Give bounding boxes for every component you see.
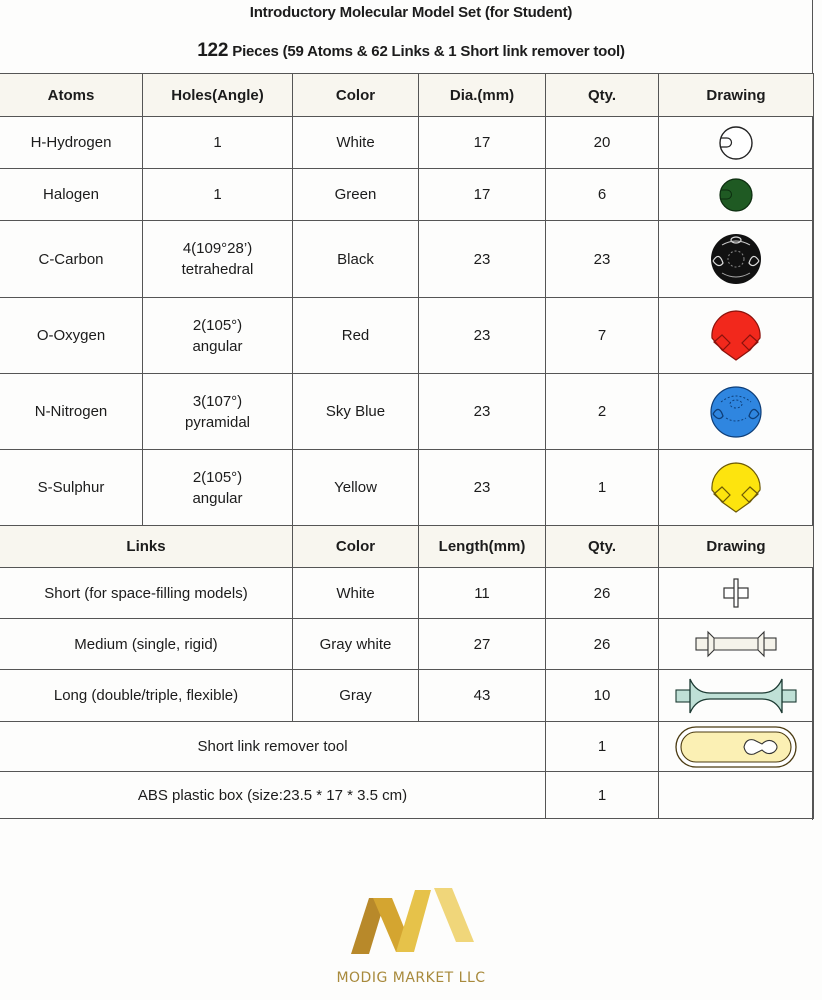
atom-holes: 1 xyxy=(143,169,293,221)
atom-color: White xyxy=(293,117,419,169)
atom-holes-cell xyxy=(143,374,293,450)
atom-qty: 2 xyxy=(546,374,659,450)
atom-dia: 17 xyxy=(419,169,546,221)
atom-color: Sky Blue xyxy=(293,374,419,450)
drawing-cell xyxy=(659,221,814,298)
drawing-cell xyxy=(659,722,814,772)
brand-name: MODIG MARKET LLC xyxy=(336,970,486,986)
link-color: Gray white xyxy=(293,619,419,670)
link-color: White xyxy=(293,568,419,619)
drawing-cell xyxy=(659,374,814,450)
header-qty: Qty. xyxy=(546,74,659,117)
atom-name: C-Carbon xyxy=(0,221,143,298)
header-link-qty: Qty. xyxy=(546,526,659,568)
link-name: Long (double/triple, flexible) xyxy=(0,670,293,722)
atom-dia: 23 xyxy=(419,450,546,526)
extra-item-name: ABS plastic box (size:23.5 * 17 * 3.5 cm) xyxy=(0,772,546,819)
link-length: 11 xyxy=(419,568,546,619)
extra-item-qty: 1 xyxy=(546,772,659,819)
drawing-cell xyxy=(659,169,814,221)
sulphur-ball-icon xyxy=(708,460,764,516)
link-length: 43 xyxy=(419,670,546,722)
table-row xyxy=(0,117,814,169)
drawing-cell xyxy=(659,298,814,374)
extra-item-qty: 1 xyxy=(546,722,659,772)
nitrogen-ball-icon xyxy=(708,384,764,440)
atom-holes: 4(109°28’) xyxy=(182,240,253,257)
table-row xyxy=(0,568,814,619)
header-link-color: Color xyxy=(293,526,419,568)
page-subtitle xyxy=(0,40,822,62)
table-row xyxy=(0,221,814,298)
header-drawing: Drawing xyxy=(659,74,814,117)
drawing-cell xyxy=(659,670,814,722)
atom-geometry: tetrahedral xyxy=(181,261,254,278)
parts-table xyxy=(0,73,814,819)
atom-name: N-Nitrogen xyxy=(0,374,143,450)
piece-breakdown: Pieces (59 Atoms & 62 Links & 1 Short link remover tool) xyxy=(228,43,625,60)
header-color: Color xyxy=(293,74,419,117)
link-color: Gray xyxy=(293,670,419,722)
header-link-drawing: Drawing xyxy=(659,526,814,568)
atom-name: H-Hydrogen xyxy=(0,117,143,169)
atom-holes: 2(105°) xyxy=(192,316,243,334)
modig-logo-icon xyxy=(348,886,478,966)
link-qty: 26 xyxy=(546,619,659,670)
atom-holes-cell xyxy=(143,298,293,374)
table-row xyxy=(0,772,814,819)
atom-geometry: angular xyxy=(192,337,243,355)
extra-item-name: Short link remover tool xyxy=(0,722,546,772)
short-link-icon xyxy=(716,575,756,611)
table-row xyxy=(0,450,814,526)
piece-count: 122 xyxy=(197,40,229,61)
header-links: Links xyxy=(0,526,293,568)
atom-color: Green xyxy=(293,169,419,221)
atom-name: Halogen xyxy=(0,169,143,221)
atom-holes: 1 xyxy=(143,117,293,169)
atom-qty: 20 xyxy=(546,117,659,169)
table-row xyxy=(0,298,814,374)
long-link-icon xyxy=(674,675,798,717)
atoms-header-row xyxy=(0,74,814,117)
atom-holes-cell xyxy=(143,221,293,298)
table-row xyxy=(0,169,814,221)
atom-holes-cell xyxy=(143,450,293,526)
table-row xyxy=(0,722,814,772)
link-name: Medium (single, rigid) xyxy=(0,619,293,670)
oxygen-ball-icon xyxy=(708,308,764,364)
atom-name: S-Sulphur xyxy=(0,450,143,526)
table-row xyxy=(0,619,814,670)
atom-geometry: pyramidal xyxy=(184,413,251,431)
hydrogen-ball-icon xyxy=(716,123,756,163)
atom-holes: 2(105°) xyxy=(192,468,243,486)
header-atoms: Atoms xyxy=(0,74,143,117)
table-row xyxy=(0,374,814,450)
remover-tool-icon xyxy=(674,724,798,770)
drawing-cell-empty xyxy=(659,772,814,819)
drawing-cell xyxy=(659,450,814,526)
page-title: Introductory Molecular Model Set (for Student) xyxy=(249,4,573,21)
atom-qty: 6 xyxy=(546,169,659,221)
halogen-ball-icon xyxy=(716,175,756,215)
header-length: Length(mm) xyxy=(419,526,546,568)
atom-qty: 1 xyxy=(546,450,659,526)
atom-color: Black xyxy=(293,221,419,298)
header-holes: Holes(Angle) xyxy=(143,74,293,117)
atom-dia: 17 xyxy=(419,117,546,169)
drawing-cell xyxy=(659,568,814,619)
atom-qty: 7 xyxy=(546,298,659,374)
atom-dia: 23 xyxy=(419,374,546,450)
carbon-ball-icon xyxy=(708,231,764,287)
atom-color: Yellow xyxy=(293,450,419,526)
links-header-row xyxy=(0,526,814,568)
header-dia: Dia.(mm) xyxy=(419,74,546,117)
atom-dia: 23 xyxy=(419,221,546,298)
atom-qty: 23 xyxy=(546,221,659,298)
link-qty: 10 xyxy=(546,670,659,722)
drawing-cell xyxy=(659,619,814,670)
link-name: Short (for space-filling models) xyxy=(0,568,293,619)
medium-link-icon xyxy=(694,624,778,664)
atom-geometry: angular xyxy=(192,489,243,507)
atom-color: Red xyxy=(293,298,419,374)
atom-name: O-Oxygen xyxy=(0,298,143,374)
link-length: 27 xyxy=(419,619,546,670)
atom-dia: 23 xyxy=(419,298,546,374)
table-row xyxy=(0,670,814,722)
link-qty: 26 xyxy=(546,568,659,619)
atom-holes: 3(107°) xyxy=(192,392,243,410)
drawing-cell xyxy=(659,117,814,169)
